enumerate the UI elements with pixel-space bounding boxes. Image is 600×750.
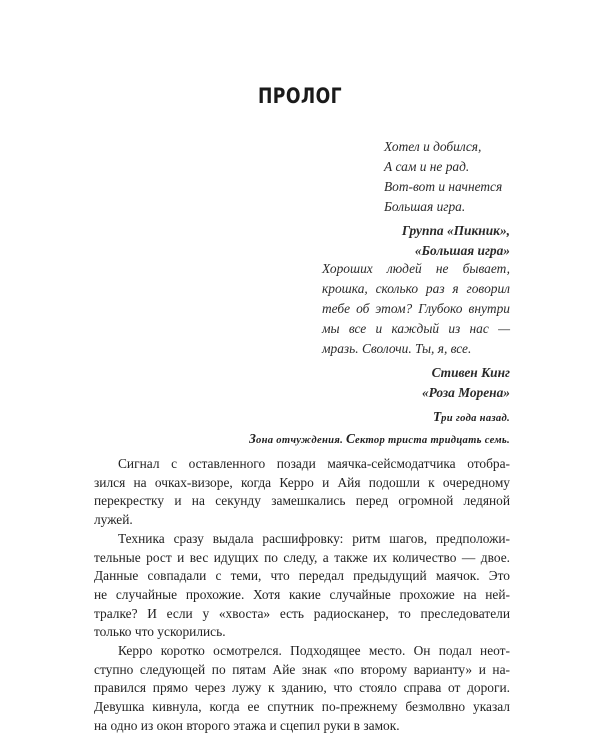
text-line: тельные рост и вес идущих по следу, а также их количество — двое. [94,549,510,565]
text-line: не случайные прохожие. Хотя какие случайные прохожие на ней- [94,586,510,602]
epigraph-author: Группа «Пикник», [401,223,510,238]
epigraph-verse [384,137,510,217]
paragraph [94,642,510,736]
text-line: Сигнал с оставленного позади маячка-сейсмодатчика отобра- [118,456,510,471]
epigraph-line: крошка, сколько раз я говорил [322,281,510,296]
epigraph-line: Большая игра. [384,199,466,214]
paragraph [94,530,510,642]
epigraph-1 [384,137,510,261]
time-cap: Т [432,409,442,424]
epigraph-line: А сам и не рад. [384,159,470,174]
time-line [150,407,510,429]
epigraph-line: мразь. Сволочи. Ты, я, все. [322,341,472,356]
place-line [150,429,510,451]
place-rest: она отчуждения. [255,435,347,446]
body-text [94,455,510,736]
epigraph-line: Хотел и добился, [384,139,482,154]
text-line: зился на очках-визоре, когда Керро и Айя подошли к очередному [94,474,510,490]
epigraph-line: мы все и каждый из нас — [322,321,510,336]
text-line: тралке? И если у «хвоста» есть радиосканер, то преследователи [94,605,510,621]
text-line: ступно следующей по пятам Айе знак «по второму варианту» и на- [94,661,510,677]
epigraph-author: Стивен Кинг [431,365,510,380]
sector-rest: ектор триста тридцать семь. [354,435,510,446]
text-line: лужей. [94,512,133,528]
paragraph [94,455,510,530]
text-line: Техника сразу выдала расшифровку: ритм шагов, предположи- [118,530,510,546]
text-line: Керро коротко осмотрелся. Подходящее место. Он подал неот- [118,643,510,659]
epigraph-2 [322,259,510,403]
text-line: на одно из окон второго этажа и сцепил руки в замок. [94,717,400,733]
epigraph-verse [322,259,510,359]
place-cap: З [249,431,256,446]
epigraph-line: Вот-вот и начнется [384,179,503,194]
text-line: перекрестку и на секунду замешкались перед огромной ледяной [94,493,510,509]
text-line: Девушка кивнула, когда ее спутник по-прежнему безмолвно указал [94,699,510,715]
chapter-title: ПРОЛОГ [257,84,343,108]
text-line: Данные совпадали с теми, что передал предыдущий маячок. Это [94,568,510,584]
epigraph-line: тебе об этом? Глубоко внутри [322,301,510,316]
epigraph-source: «Роза Морена» [421,385,510,400]
epigraph-line: Хороших людей не бывает, [322,261,510,276]
time-rest: ри года назад. [441,413,510,424]
time-place-header [150,407,510,451]
text-line: только что ускорились. [94,624,226,640]
epigraph-source: «Большая игра» [414,243,510,258]
text-line: правился прямо через лужу к зданию, что стояло справа от дороги. [94,680,510,696]
sector-cap: С [346,431,355,446]
